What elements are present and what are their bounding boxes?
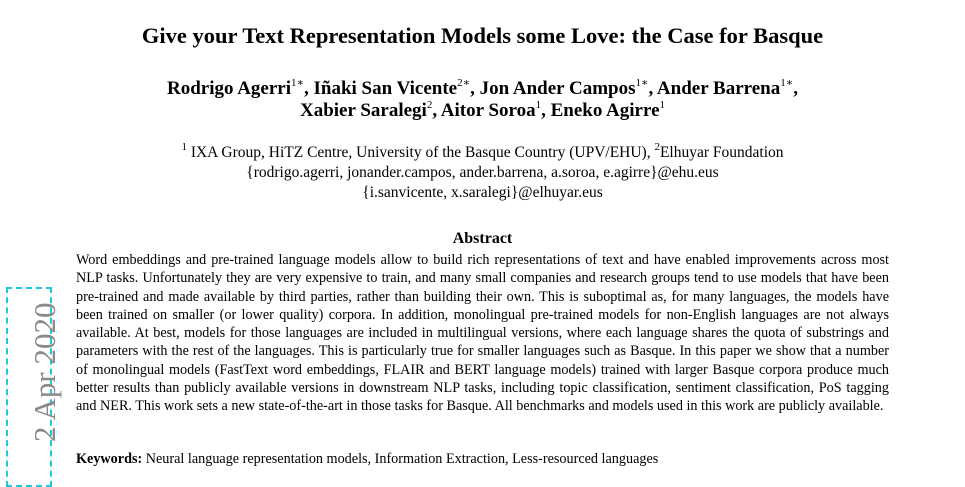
affil-mark: 2 <box>654 140 660 153</box>
author-affil-mark: 2∗ <box>457 76 471 89</box>
author-separator: , <box>648 78 657 99</box>
author-affil-mark: 2 <box>426 98 433 111</box>
affil-mark: 1 <box>181 140 187 153</box>
author-name: Rodrigo Agerri <box>167 78 292 99</box>
author-list <box>0 78 965 122</box>
author-affil-mark: 1∗ <box>291 76 304 89</box>
author-name: Aitor Soroa <box>440 100 536 121</box>
author-name: Eneko Agirre <box>550 100 660 121</box>
affiliation-emails-elhuyar: {i.sanvicente, x.saralegi}@elhuyar.eus <box>362 184 603 201</box>
abstract-heading: Abstract <box>452 230 513 247</box>
author-name: Ander Barrena <box>656 78 781 99</box>
author-affil-mark: 1 <box>659 98 666 111</box>
author-name: Xabier Saralegi <box>299 100 427 121</box>
author-name: Jon Ander Campos <box>479 78 636 99</box>
paper-title: Give your Text Representation Models some Love: the Case for Basque <box>141 23 824 48</box>
affiliations <box>0 140 965 203</box>
affil-text: Elhuyar Foundation <box>659 144 784 161</box>
abstract-text: Word embeddings and pre-trained language models allow to build rich representations of text and have enabled improvements across most NLP tasks. Unfortunately they are very expensive to train, and many small companies and research groups tend to use models that have been pre-trained and made available by third parties, rather than building their own. This is suboptimal as, for many languages, the models have been trained on smaller (or lower quality) corpora. In addition, monolingual pre-trained models for non-English languages are not always available. At best, models for those languages are included in multilingual versions, where each language shares the quota of substrings and parameters with the rest of the languages. This is particularly true for smaller languages such as Basque. In this paper we show that a number of monolingual models (FastText word embeddings, FLAIR and BERT language models) trained with larger Basque corpora produce much better results than publicly available versions in downstream NLP tasks, including topic classification, sentiment classification, PoS tagging and NER. This work sets a new state-of-the-art in those tasks for Basque. All benchmarks and models used in this work are publicly available. <box>76 252 889 415</box>
affiliation-emails-ehu: {rodrigo.agerri, jonander.campos, ander.barrena, a.soroa, e.agirre}@ehu.eus <box>246 164 719 181</box>
affil-text: IXA Group, HiTZ Centre, University of the Basque Country (UPV/EHU), <box>186 144 655 161</box>
keywords-text: Neural language representation models, Information Extraction, Less-resourced languages <box>142 451 659 467</box>
affiliation-line-1 <box>0 140 965 163</box>
arxiv-date-stamp: 2 Apr 2020 <box>27 302 62 442</box>
author-affil-mark: 1 <box>535 98 542 111</box>
keywords <box>76 450 889 468</box>
author-separator: , <box>432 100 441 121</box>
author-affil-mark: 1∗ <box>635 76 649 89</box>
keywords-label: Keywords: <box>76 451 143 467</box>
author-line-1 <box>0 78 965 100</box>
author-affil-mark: 1∗ <box>780 76 794 89</box>
author-separator: , <box>541 100 551 121</box>
author-separator: , <box>304 78 314 99</box>
author-separator: , <box>470 78 480 99</box>
author-separator: , <box>793 78 798 99</box>
author-name: Iñaki San Vicente <box>313 78 458 99</box>
author-line-2 <box>0 100 965 122</box>
